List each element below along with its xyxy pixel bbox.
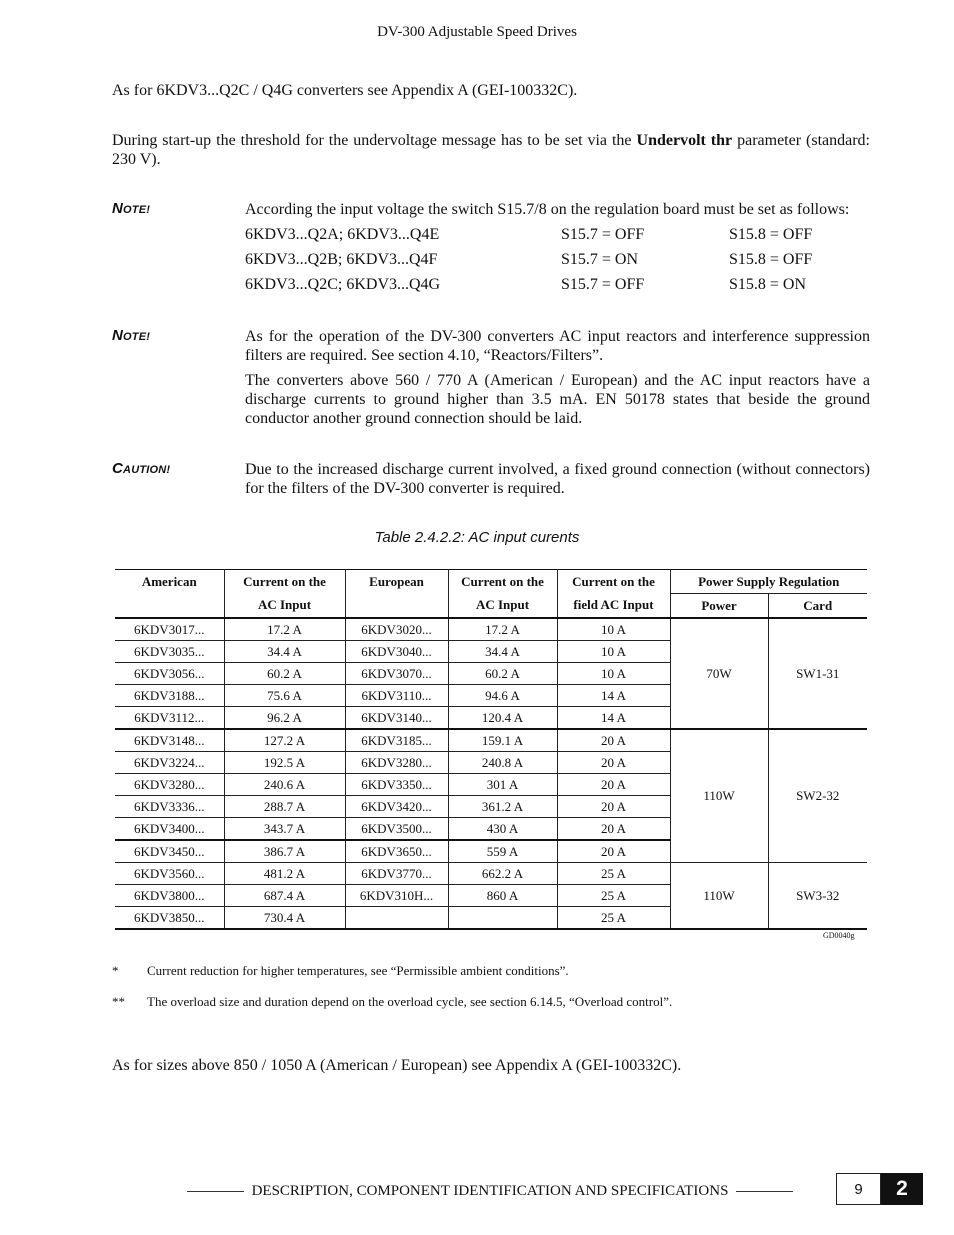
table-cell: 559 A [448, 840, 557, 863]
table-cell: 60.2 A [448, 663, 557, 685]
table-cell: 6KDV3056... [115, 663, 224, 685]
table-cell: 386.7 A [224, 840, 345, 863]
table-cell: 6KDV3350... [345, 774, 448, 796]
table-cell: 6KDV3140... [345, 707, 448, 730]
intro-paragraph-2 [112, 131, 870, 169]
model-range: 6KDV3...Q2C; 6KDV3...Q4G [245, 276, 441, 293]
note-label: NOTE! [112, 200, 151, 217]
table-cell: 6KDV3800... [115, 885, 224, 907]
table-cell: 860 A [448, 885, 557, 907]
switch-s15-7: S15.7 = ON [561, 251, 639, 268]
table-cell: 6KDV3148... [115, 729, 224, 752]
table-cell: 120.4 A [448, 707, 557, 730]
switch-config-row [245, 226, 870, 248]
footnote-mark: * [112, 963, 119, 978]
table-cell: 6KDV3017... [115, 618, 224, 641]
note-1-text: According the input voltage the switch S15.7/8 on the regulation board must be set as follows: [245, 201, 850, 218]
page-footer [187, 1183, 793, 1200]
table-cell: 6KDV3420... [345, 796, 448, 818]
table-row [115, 729, 867, 752]
figure-code: GD0040g [823, 931, 855, 940]
table-cell: 6KDV3070... [345, 663, 448, 685]
table-cell: 20 A [557, 729, 670, 752]
footer-section-title: DESCRIPTION, COMPONENT IDENTIFICATION AND SPECIFICATIONS [251, 1183, 729, 1199]
footer-rule-left [187, 1191, 244, 1192]
power-cell: 110W [670, 729, 768, 863]
model-range: 6KDV3...Q2A; 6KDV3...Q4E [245, 226, 440, 243]
table-cell: 6KDV3280... [115, 774, 224, 796]
table-cell: 6KDV3850... [115, 907, 224, 930]
switch-s15-8: S15.8 = OFF [729, 226, 813, 243]
intro-text-a: During start-up the threshold for the undervoltage message has to be set via the [112, 132, 637, 149]
power-cell: 110W [670, 863, 768, 930]
table-cell: 6KDV3336... [115, 796, 224, 818]
table-cell: 288.7 A [224, 796, 345, 818]
table-cell: 343.7 A [224, 818, 345, 841]
caution-label: CAUTION! [112, 460, 171, 477]
table-cell: 6KDV3020... [345, 618, 448, 641]
col-header-european-cont [345, 594, 448, 619]
closing-paragraph: As for sizes above 850 / 1050 A (American / European) see Appendix A (GEI-100332C). [112, 1057, 682, 1074]
table-cell: 60.2 A [224, 663, 345, 685]
table-cell: 6KDV3110... [345, 685, 448, 707]
table-cell: 159.1 A [448, 729, 557, 752]
col-header-american-cont [115, 594, 224, 619]
col-header-current-ac-cont: AC Input [224, 594, 345, 619]
table-cell: 430 A [448, 818, 557, 841]
note-label: NOTE! [112, 327, 151, 344]
intro-text-b: parameter (standard: 230 V). [112, 132, 871, 168]
switch-config-row [245, 251, 870, 273]
chapter-tab: 2 [881, 1173, 923, 1205]
card-cell: SW1-31 [768, 618, 867, 729]
intro-paragraph-1: As for 6KDV3...Q2C / Q4G converters see Appendix A (GEI-100332C). [112, 82, 578, 99]
table-cell: 10 A [557, 641, 670, 663]
table-cell: 14 A [557, 707, 670, 730]
col-header-european: European [345, 570, 448, 594]
table-cell: 20 A [557, 840, 670, 863]
table-cell: 25 A [557, 863, 670, 885]
table-cell: 10 A [557, 663, 670, 685]
ac-input-currents-table [115, 569, 867, 930]
col-header-card: Card [768, 594, 867, 619]
table-cell: 17.2 A [224, 618, 345, 641]
table-cell: 6KDV3040... [345, 641, 448, 663]
table-cell: 20 A [557, 796, 670, 818]
table-cell: 20 A [557, 818, 670, 841]
table-cell: 25 A [557, 885, 670, 907]
col-header-current-field-cont: field AC Input [557, 594, 670, 619]
table-cell: 6KDV3112... [115, 707, 224, 730]
table-cell: 730.4 A [224, 907, 345, 930]
col-header-current-ac-eu-cont: AC Input [448, 594, 557, 619]
table-cell: 6KDV3035... [115, 641, 224, 663]
footnote-text: Current reduction for higher temperatures, see “Permissible ambient conditions”. [147, 963, 569, 978]
table-cell: 662.2 A [448, 863, 557, 885]
switch-config-row [245, 276, 870, 298]
table-cell: 6KDV3400... [115, 818, 224, 841]
card-cell: SW2-32 [768, 729, 867, 863]
switch-s15-7: S15.7 = OFF [561, 276, 645, 293]
col-header-power: Power [670, 594, 768, 619]
table-row [115, 618, 867, 641]
col-header-american: American [115, 570, 224, 594]
parameter-name: Undervolt thr [636, 132, 733, 149]
note-2-paragraph-2: The converters above 560 / 770 A (American / European) and the AC input reactors have a discharge currents to ground higher than 3.5 mA. EN 50178 states that beside the ground conductor another ground connection should be laid. [245, 372, 870, 427]
table-cell: 10 A [557, 618, 670, 641]
power-cell: 70W [670, 618, 768, 729]
page-number: 9 [836, 1173, 881, 1205]
table-cell: 6KDV3560... [115, 863, 224, 885]
table-cell: 6KDV3450... [115, 840, 224, 863]
caution-text: Due to the increased discharge current involved, a fixed ground connection (without connectors) for the filters of the DV-300 converter is required. [245, 461, 870, 497]
table-cell: 34.4 A [448, 641, 557, 663]
footer-rule-right [736, 1191, 793, 1192]
note-2-paragraph-1: As for the operation of the DV-300 converters AC input reactors and interference suppression filters are required. See section 4.10, “Reactors/Filters”. [245, 328, 870, 364]
table-cell: 17.2 A [448, 618, 557, 641]
model-range: 6KDV3...Q2B; 6KDV3...Q4F [245, 251, 438, 268]
table-cell: 6KDV3280... [345, 752, 448, 774]
table-cell: 94.6 A [448, 685, 557, 707]
switch-s15-7: S15.7 = OFF [561, 226, 645, 243]
page-header: DV-300 Adjustable Speed Drives [377, 24, 577, 40]
switch-s15-8: S15.8 = OFF [729, 251, 813, 268]
table-cell: 6KDV3185... [345, 729, 448, 752]
table-row [115, 863, 867, 885]
table-cell: 127.2 A [224, 729, 345, 752]
table-cell: 361.2 A [448, 796, 557, 818]
col-header-current-ac: Current on the [224, 570, 345, 594]
table-cell: 192.5 A [224, 752, 345, 774]
table-cell: 240.6 A [224, 774, 345, 796]
col-header-current-field: Current on the [557, 570, 670, 594]
table-cell: 75.6 A [224, 685, 345, 707]
table-cell [448, 907, 557, 930]
table-cell: 481.2 A [224, 863, 345, 885]
table-cell: 20 A [557, 752, 670, 774]
table-cell: 96.2 A [224, 707, 345, 730]
table-cell: 240.8 A [448, 752, 557, 774]
table-cell: 6KDV3500... [345, 818, 448, 841]
table-caption: Table 2.4.2.2: AC input curents [374, 529, 580, 546]
switch-s15-8: S15.8 = ON [729, 276, 807, 293]
table-cell: 34.4 A [224, 641, 345, 663]
table-cell: 14 A [557, 685, 670, 707]
table-cell [345, 907, 448, 930]
footnote-text: The overload size and duration depend on the overload cycle, see section 6.14.5, “Overload control”. [147, 994, 673, 1009]
card-cell: SW3-32 [768, 863, 867, 930]
table-cell: 687.4 A [224, 885, 345, 907]
table-cell: 25 A [557, 907, 670, 930]
table-cell: 20 A [557, 774, 670, 796]
table-cell: 6KDV3188... [115, 685, 224, 707]
table-cell: 6KDV3650... [345, 840, 448, 863]
table-cell: 6KDV3770... [345, 863, 448, 885]
col-header-current-ac-eu: Current on the [448, 570, 557, 594]
table-cell: 6KDV3224... [115, 752, 224, 774]
footnote-mark: ** [112, 994, 125, 1009]
table-cell: 6KDV310H... [345, 885, 448, 907]
col-header-power-supply-regulation: Power Supply Regulation [670, 570, 867, 594]
table-cell: 301 A [448, 774, 557, 796]
